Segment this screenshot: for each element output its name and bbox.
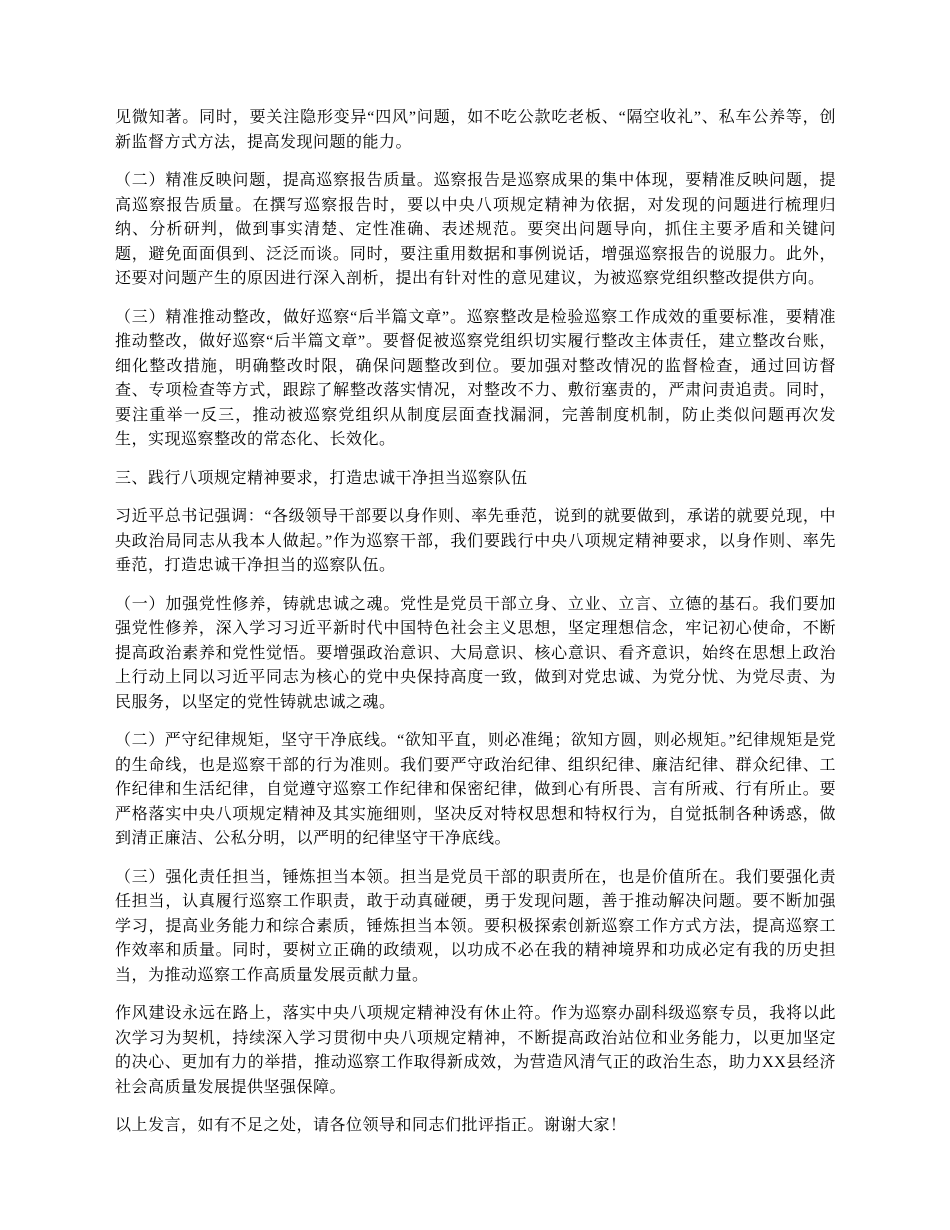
paragraph: （一）加强党性修养，铸就忠诚之魂。党性是党员干部立身、立业、立言、立德的基石。我们要加强党性修养，深入学习习近平新时代中国特色社会主义思想，坚定理想信念，牢记初心使命，不断提高政治素养和党性觉悟。要增强政治意识、大局意识、核心意识、看齐意识，始终在思想上政治上行动上同以习近平同志为核心的党中央保持高度一致，做到对党忠诚、为党分忧、为党尽责、为民服务，以坚定的党性铸就忠诚之魂。 xyxy=(115,595,836,711)
paragraph: 习近平总书记强调：“各级领导干部要以身作则、率先垂范，说到的就要做到，承诺的就要兑现，中央政治局同志从我本人做起。”作为巡察干部，我们要践行中央八项规定精神要求，以身作则、率先垂范，打造忠诚干净担当的巡察队伍。 xyxy=(115,508,836,574)
paragraph: （三）精准推动整改，做好巡察“后半篇文章”。巡察整改是检验巡察工作成效的重要标准，要精准推动整改，做好巡察“后半篇文章”。要督促被巡察党组织切实履行整改主体责任，建立整改台账，细化整改措施，明确整改时限，确保问题整改到位。要加强对整改情况的监督检查，通过回访督查、专项检查等方式，跟踪了解整改落实情况，对整改不力、敷衍塞责的，严肃问责追责。同时，要注重举一反三，推动被巡察党组织从制度层面查找漏洞，完善制度机制，防止类似问题再次发生，实现巡察整改的常态化、长效化。 xyxy=(115,308,836,448)
paragraph: （三）强化责任担当，锤炼担当本领。担当是党员干部的职责所在，也是价值所在。我们要强化责任担当，认真履行巡察工作职责，敢于动真碰硬，勇于发现问题，善于推动解决问题。要不断加强学习，提高业务能力和综合素质，锤炼担当本领。要积极探索创新巡察工作方式方法，提高巡察工作效率和质量。同时，要树立正确的政绩观，以功成不必在我的精神境界和功成必定有我的历史担当，为推动巡察工作高质量发展贡献力量。 xyxy=(115,868,836,984)
paragraph: 见微知著。同时，要关注隐形变异“四风”问题，如不吃公款吃老板、“隔空收礼”、私车公养等，创新监督方式方法，提高发现问题的能力。 xyxy=(115,109,836,151)
section-heading: 三、践行八项规定精神要求，打造忠诚干净担当巡察队伍 xyxy=(115,469,528,487)
closing-paragraph: 以上发言，如有不足之处，请各位领导和同志们批评指正。谢谢大家！ xyxy=(115,1117,627,1134)
paragraph: 作风建设永远在路上，落实中央八项规定精神没有休止符。作为巡察办副科级巡察专员，我将以此次学习为契机，持续深入学习贯彻中央八项规定精神，不断提高政治站位和业务能力，以更加坚定的决心、更加有力的举措，推动巡察工作取得新成效，为营造风清气正的政治生态，助力XX县经济社会高质量发展提供坚强保障。 xyxy=(115,1005,836,1096)
paragraph: （二）严守纪律规矩，坚守干净底线。“欲知平直，则必准绳；欲知方圆，则必规矩。”纪律规矩是党的生命线，也是巡察干部的行为准则。我们要严守政治纪律、组织纪律、廉洁纪律、群众纪律、工作纪律和生活纪律，自觉遵守巡察工作纪律和保密纪律，做到心有所畏、言有所戒、行有所止。要严格落实中央八项规定精神及其实施细则，坚决反对特权思想和特权行为，自觉抵制各种诱惑，做到清正廉洁、公私分明，以严明的纪律坚守干净底线。 xyxy=(115,732,836,847)
document-body xyxy=(115,106,836,1139)
paragraph: （二）精准反映问题，提高巡察报告质量。巡察报告是巡察成果的集中体现，要精准反映问题，提高巡察报告质量。在撰写巡察报告时，要以中央八项规定精神为依据，对发现的问题进行梳理归纳、分析研判，做到事实清楚、定性准确、表述规范。要突出问题导向，抓住主要矛盾和关键问题，避免面面俱到、泛泛而谈。同时，要注重用数据和事例说话，增强巡察报告的说服力。此外，还要对问题产生的原因进行深入剖析，提出有针对性的意见建议，为被巡察党组织整改提供方向。 xyxy=(115,172,836,287)
